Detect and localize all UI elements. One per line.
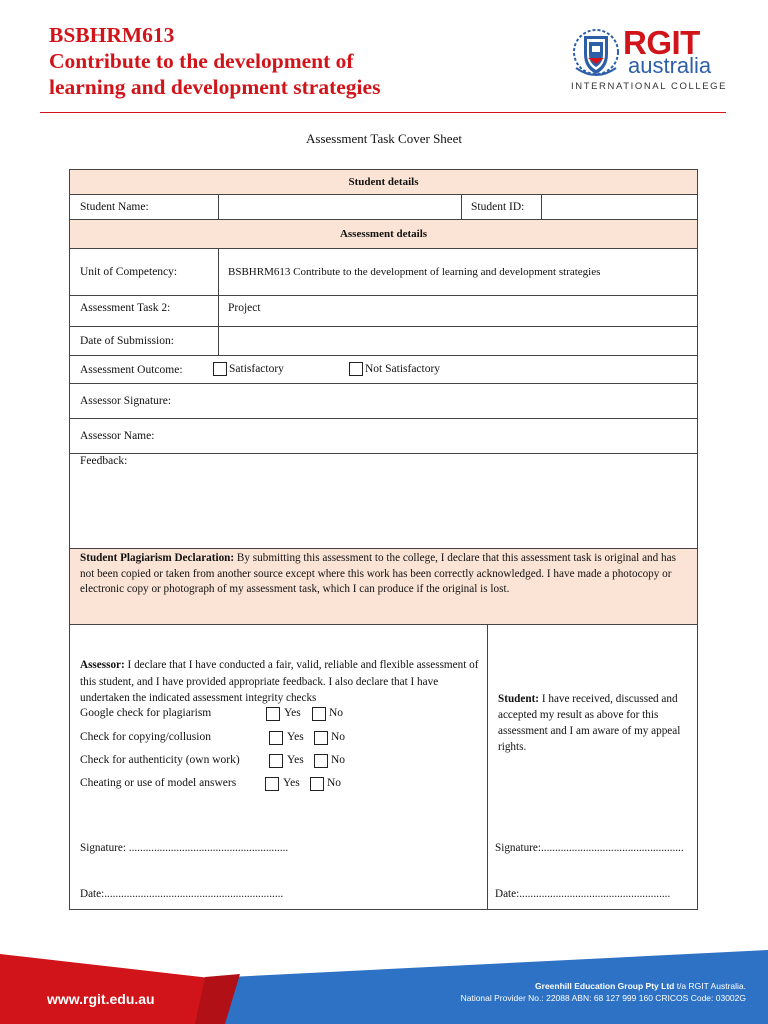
cover-sheet-form [69, 169, 698, 910]
unit-row [70, 249, 697, 296]
submission-date-field[interactable] [218, 327, 697, 355]
plagiarism-heading: Student Plagiarism Declaration: [80, 552, 235, 564]
assessor-name-label[interactable]: Assessor Name: [80, 430, 155, 442]
outcome-label: Assessment Outcome: [80, 363, 183, 376]
authenticity-no-checkbox[interactable] [314, 754, 328, 768]
unit-code: BSBHRM613 [49, 23, 175, 47]
outcome-satisfactory-option[interactable] [213, 362, 284, 376]
google-yes-label: Yes [284, 707, 301, 719]
google-yes-checkbox[interactable] [266, 707, 280, 721]
not-satisfactory-checkbox[interactable] [349, 362, 363, 376]
task-label: Assessment Task 2: [80, 302, 171, 314]
student-details-heading: Student details [70, 170, 697, 195]
unit-title-line1: Contribute to the development of [49, 49, 354, 73]
not-satisfactory-label: Not Satisfactory [365, 363, 441, 375]
outcome-not-satisfactory-option[interactable] [349, 362, 440, 376]
cheating-no-label: No [327, 777, 342, 789]
satisfactory-label: Satisfactory [229, 363, 284, 375]
assessor-declaration-text: I declare that I have conducted a fair, valid, reliable and flexible assessment of this student, and I have provided appropriate feedback. I also declare that I have undertaken the indicated assessment integrity checks [80, 659, 479, 704]
unit-value: BSBHRM613 Contribute to the development of learning and development strategies [218, 249, 697, 295]
copying-yes-checkbox[interactable] [269, 731, 283, 745]
copying-no-checkbox[interactable] [314, 731, 328, 745]
footer-company-suffix: t/a RGIT Australia. [674, 981, 746, 991]
footer-website-link[interactable]: www.rgit.edu.au [47, 991, 155, 1007]
logo-country: australia [628, 53, 712, 78]
declaration-column-divider [487, 625, 488, 909]
check-item-copying: Check for copying/collusion [80, 731, 211, 743]
check-item-authenticity: Check for authenticity (own work) [80, 754, 240, 766]
unit-title-line2: learning and development strategies [49, 75, 381, 99]
student-date-line[interactable]: Date:...................................................... [495, 888, 671, 900]
submission-date-label: Date of Submission: [80, 335, 174, 347]
feedback-row [70, 454, 697, 549]
footer-provider-info: National Provider No.: 22088 ABN: 68 127 999 160 CRICOS Code: 03002G [460, 993, 746, 1003]
shield-crest-icon [570, 28, 622, 82]
task-value: Project [218, 296, 697, 326]
check-item-cheating: Cheating or use of model answers [80, 777, 237, 789]
cheating-no-checkbox[interactable] [310, 777, 324, 791]
footer-company-info [461, 980, 746, 1004]
submission-date-row [70, 327, 697, 356]
copying-no-label: No [331, 731, 346, 743]
student-declaration-text: I have received, discussed and accepted my result as above for this assessment and I am aware of my appeal rights. [498, 693, 681, 753]
rgit-logo [568, 24, 728, 96]
assessor-signature-label[interactable]: Assessor Signature: [80, 395, 172, 407]
student-heading: Student: [498, 693, 540, 705]
header-divider [40, 112, 726, 113]
student-details-row [70, 195, 697, 220]
footer-company-name: Greenhill Education Group Pty Ltd [535, 981, 675, 991]
logo-brand: RGIT [623, 24, 700, 61]
cheating-yes-checkbox[interactable] [265, 777, 279, 791]
assessor-date-line[interactable]: Date:................................................................ [80, 888, 284, 900]
document-title: Assessment Task Cover Sheet [306, 131, 462, 146]
student-name-field[interactable] [218, 195, 461, 219]
assessor-heading: Assessor: [80, 659, 125, 671]
plagiarism-declaration [70, 549, 697, 625]
unit-title [49, 22, 380, 100]
student-id-field[interactable] [541, 195, 697, 219]
assessment-details-heading: Assessment details [70, 220, 697, 249]
authenticity-yes-label: Yes [287, 754, 304, 766]
student-declaration [498, 691, 690, 755]
outcome-row [70, 356, 697, 384]
google-no-label: No [329, 707, 344, 719]
student-name-label: Student Name: [80, 201, 149, 213]
cheating-yes-label: Yes [283, 777, 300, 789]
satisfactory-checkbox[interactable] [213, 362, 227, 376]
assessor-name-row [70, 419, 697, 454]
logo-tagline: INTERNATIONAL COLLEGE [571, 81, 728, 92]
student-signature-line[interactable]: Signature:................................................... [495, 842, 684, 854]
assessor-signature-line[interactable]: Signature: ......................................................... [80, 842, 289, 854]
google-no-checkbox[interactable] [312, 707, 326, 721]
feedback-label[interactable]: Feedback: [80, 455, 128, 467]
unit-label: Unit of Competency: [80, 266, 178, 278]
assessor-declaration [80, 657, 480, 707]
plagiarism-text: By submitting this assessment to the college, I declare that this assessment task is original and has not been copied or taken from another source except where this work has been correctly acknowledged. I have made a photocopy or electronic copy or photograph of my assessment task, which I can produce if the original is lost. [80, 552, 676, 595]
authenticity-no-label: No [331, 754, 346, 766]
page-footer [0, 950, 768, 1024]
student-id-label: Student ID: [461, 195, 541, 219]
copying-yes-label: Yes [287, 731, 304, 743]
authenticity-yes-checkbox[interactable] [269, 754, 283, 768]
check-item-google: Google check for plagiarism [80, 707, 212, 719]
task-row [70, 296, 697, 327]
assessor-signature-row [70, 384, 697, 419]
